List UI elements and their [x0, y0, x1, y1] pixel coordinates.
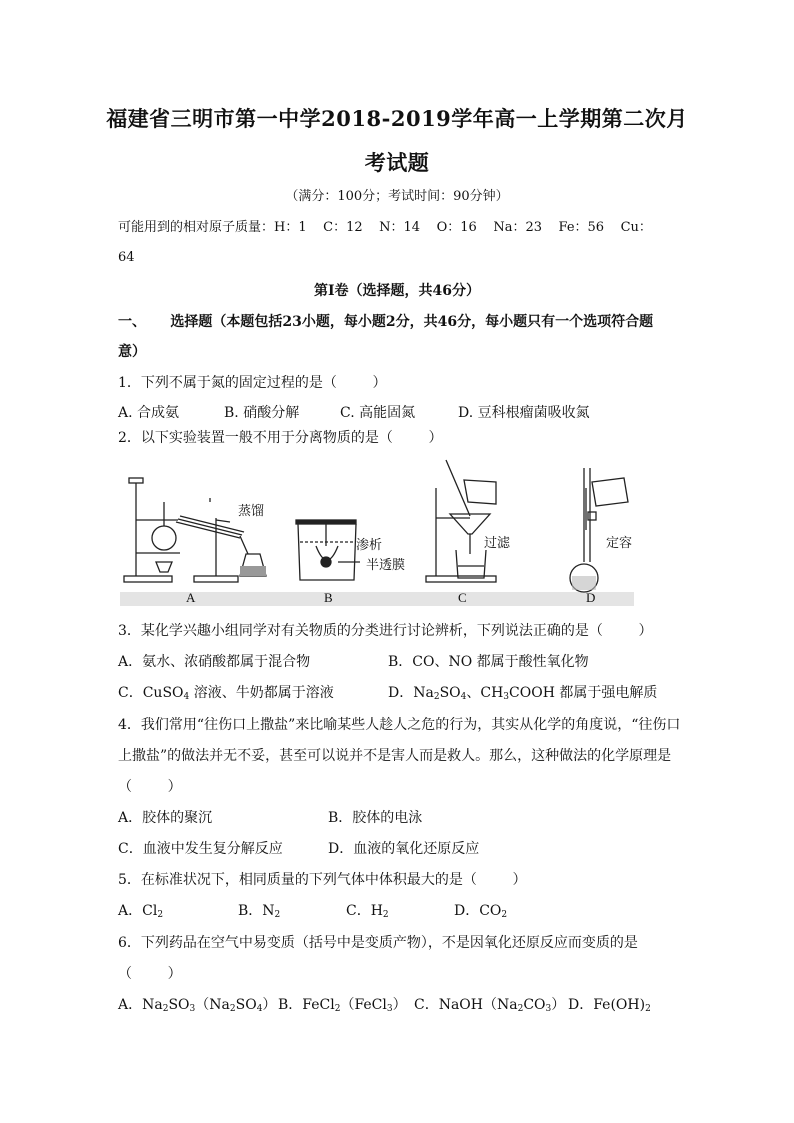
q4-option-c: C．血液中发生复分解反应	[118, 841, 283, 857]
part-heading-line1: 一、 选择题（本题包括23小题，每小题2分，共46分，每小题只有一个选项符合题	[118, 314, 654, 330]
q4-option-b: B．胶体的电泳	[328, 810, 423, 826]
q6-option-a: A．$Na_2SO_3(Na_2SO_4)$	[118, 997, 277, 1014]
label-filter: 过滤	[484, 535, 511, 550]
q4-stem-line1: 4．我们常用“往伤口上撒盐”来比喻某些人趁人之危的行为，其实从化学的角度说，“往伤口	[118, 717, 681, 733]
label-dialysis: 渗析	[356, 537, 383, 552]
q4-option-a: A．胶体的聚沉	[118, 810, 213, 826]
figure-option-c: C	[458, 590, 467, 605]
q4-option-d: D．血液的氧化还原反应	[328, 841, 480, 857]
atomic-mass-line1: 可能用到的相对原子质量：H：1 C：12 N：14 O：16 Na：23 Fe：56 Cu：	[118, 220, 652, 235]
label-distill: 蒸馏	[238, 503, 265, 518]
q3-stem: 3．某化学兴趣小组同学对有关物质的分类进行讨论辨析，下列说法正确的是（ ）	[118, 623, 653, 639]
q6-stem-line1: 6．下列药品在空气中易变质（括号中是变质产物），不是因氧化还原反应而变质的是	[118, 935, 638, 951]
q6-option-c: C．$NaOH(Na_2CO_3)$	[414, 997, 566, 1014]
q5-option-c: C．$H_2$	[346, 903, 389, 920]
q6-option-d: D．$Fe(OH)_2$	[568, 997, 651, 1014]
exam-title-line2: 考试题	[364, 150, 430, 175]
atomic-mass-line2: 64	[118, 250, 135, 265]
q5-stem: 5．在标准状况下，相同质量的下列气体中体积最大的是（ ）	[118, 872, 527, 888]
q1-option-a: A. 合成氨	[118, 405, 180, 421]
label-membrane: 半透膜	[366, 557, 406, 572]
label-volume: 定容	[606, 535, 633, 550]
q3-option-c: C．CuSO$_4$ 溶液、牛奶都属于溶液	[118, 685, 334, 702]
q4-stem-line3: （ ）	[118, 779, 182, 795]
q5-option-b: B．$N_2$	[238, 903, 281, 920]
figure-option-b: B	[324, 590, 333, 605]
volume-title: 第Ⅰ卷（选择题，共46分）	[313, 283, 481, 299]
q3-option-b: B．CO、NO 都属于酸性氧化物	[388, 654, 589, 670]
lab-apparatus-drawing	[120, 458, 634, 606]
q6-option-b: B．FeCl$_2$（FeCl$_3$）	[278, 997, 407, 1014]
q2-stem: 2．以下实验装置一般不用于分离物质的是（ ）	[118, 430, 443, 446]
lab-apparatus-figure	[120, 458, 634, 606]
exam-info: （满分：100分；考试时间：90分钟）	[285, 189, 509, 204]
part-heading-line2: 意）	[118, 344, 146, 360]
q5-option-d: D．$CO_2$	[454, 903, 508, 920]
q1-option-d: D. 豆科根瘤菌吸收氮	[458, 405, 590, 421]
q1-option-b: B. 硝酸分解	[224, 405, 300, 421]
q6-stem-line2: （ ）	[118, 966, 182, 982]
figure-option-d: D	[586, 590, 596, 605]
q3-option-a: A．氨水、浓硝酸都属于混合物	[118, 654, 311, 670]
q1-stem: 1．下列不属于氮的固定过程的是（ ）	[118, 375, 387, 391]
q4-stem-line2: 上撒盐”的做法并无不妥，甚至可以说并不是害人而是救人。那么，这种做法的化学原理是	[118, 748, 672, 764]
q3-option-d: D．$Na_2SO_4$、$CH_3COOH$ 都属于强电解质	[388, 685, 658, 702]
exam-title-line1: 福建省三明市第一中学2018-2019学年高一上学期第二次月	[106, 106, 688, 131]
q5-option-a: A．$Cl_2$	[118, 903, 164, 920]
figure-option-a: A	[186, 590, 196, 605]
q1-option-c: C. 高能固氮	[340, 405, 416, 421]
